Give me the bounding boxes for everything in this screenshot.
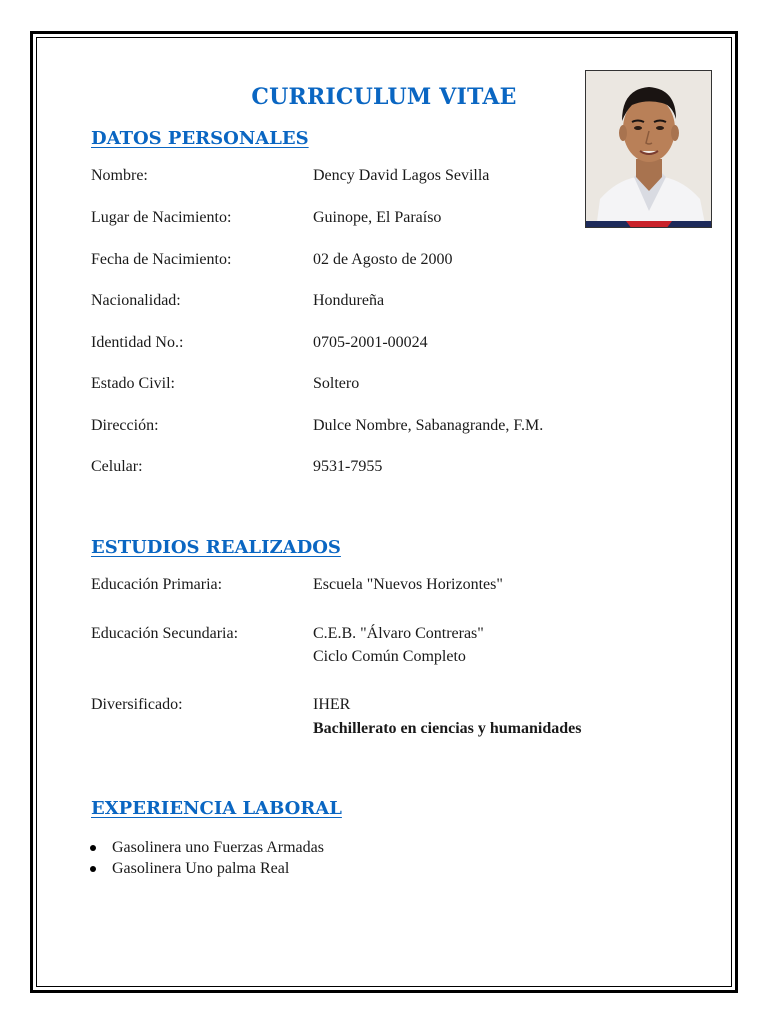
list-item: Gasolinera uno Fuerzas Armadas (90, 837, 324, 858)
phone-value: 9531-7955 (313, 458, 383, 475)
phone-label: Celular: (91, 458, 143, 475)
personal-data-heading: DATOS PERSONALES (91, 128, 309, 149)
birthdate-value: 02 de Agosto de 2000 (313, 251, 453, 268)
diversified-label: Diversificado: (91, 696, 183, 713)
nationality-label: Nacionalidad: (91, 292, 181, 309)
studies-heading: ESTUDIOS REALIZADOS (91, 537, 341, 558)
portrait-illustration (586, 71, 712, 228)
document-title: CURRICULUM VITAE (251, 84, 517, 110)
secondary-education-value: C.E.B. "Álvaro Contreras" (313, 625, 484, 642)
diversified-degree: Bachillerato en ciencias y humanidades (313, 720, 582, 737)
diversified-value: IHER (313, 696, 351, 713)
secondary-education-label: Educación Secundaria: (91, 625, 239, 642)
primary-education-label: Educación Primaria: (91, 576, 223, 593)
birthplace-value: Guinope, El Paraíso (313, 209, 442, 226)
id-number-label: Identidad No.: (91, 334, 184, 351)
name-label: Nombre: (91, 167, 148, 184)
list-item: Gasolinera Uno palma Real (90, 858, 324, 879)
birthplace-label: Lugar de Nacimiento: (91, 209, 232, 226)
profile-photo (585, 70, 712, 228)
id-number-value: 0705-2001-00024 (313, 334, 428, 351)
name-value: Dency David Lagos Sevilla (313, 167, 490, 184)
address-value: Dulce Nombre, Sabanagrande, F.M. (313, 417, 544, 434)
birthdate-label: Fecha de Nacimiento: (91, 251, 232, 268)
primary-education-value: Escuela "Nuevos Horizontes" (313, 576, 503, 593)
civil-status-label: Estado Civil: (91, 375, 175, 392)
civil-status-value: Soltero (313, 375, 360, 392)
nationality-value: Hondureña (313, 292, 385, 309)
secondary-education-detail: Ciclo Común Completo (313, 648, 466, 665)
experience-heading: EXPERIENCIA LABORAL (91, 798, 342, 819)
experience-list (90, 837, 324, 879)
address-label: Dirección: (91, 417, 159, 434)
